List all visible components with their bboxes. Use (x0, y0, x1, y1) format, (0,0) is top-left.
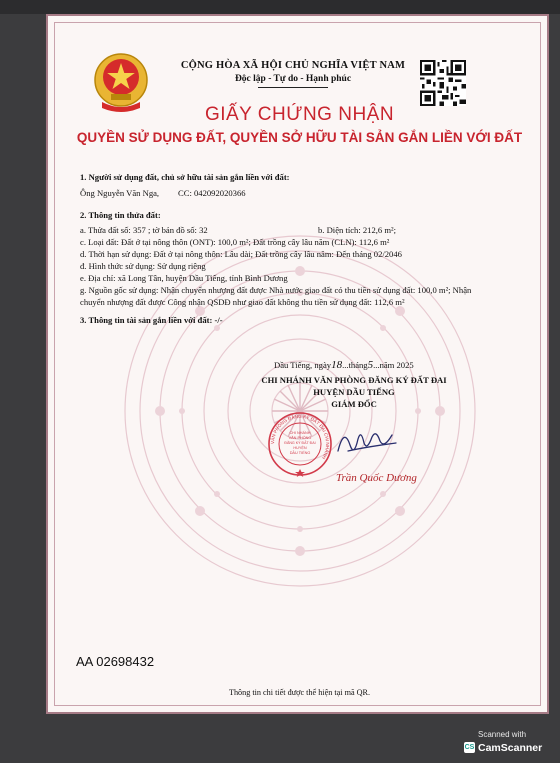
signer-role: GIÁM ĐỐC (331, 399, 377, 409)
parcel-line-g1: g. Nguồn gốc sử dụng: Nhận chuyển nhượng đất được Nhà nước giao đất có thu tiền sử dụng đất: 100,0 m²; Nhận (80, 285, 472, 295)
parcel-line-g2: chuyển nhượng đất được Công nhận QSDĐ như giao đất không thu tiền sử dụng đất: 112,6 m² (80, 297, 405, 307)
stamp-inner-3: ĐĂNG KÝ ĐẤT ĐAI (284, 441, 316, 445)
parcel-line-dd: đ. Hình thức sử dụng: Sử dụng riêng (80, 261, 206, 271)
parcel-line-a: a. Thửa đất số: 357 ; tờ bản đồ số: 32 (80, 225, 208, 235)
stamp-inner-1: CHI NHÁNH (289, 431, 311, 435)
signer-name: Trần Quốc Dương (336, 472, 417, 484)
stamp-inner-4: HUYỆN (293, 446, 307, 450)
serial-number: AA 02698432 (76, 654, 155, 669)
certificate-title: GIẤY CHỨNG NHẬN (204, 104, 395, 125)
camscanner-logo-icon: CS (464, 744, 475, 751)
certificate-subtitle: QUYỀN SỬ DỤNG ĐẤT, QUYỀN SỞ HỮU TÀI SẢN GẮN LIỀN VỚI ĐẤT (76, 130, 523, 145)
date-month-label: tháng (348, 360, 368, 370)
handwritten-signature (334, 421, 400, 465)
date-prefix: Dầu Tiếng, ngày (274, 360, 332, 370)
parcel-area: b. Diện tích: 212,6 m²; (318, 225, 397, 235)
stamp-inner-2: VĂN PHÒNG (288, 436, 312, 440)
date-day: 18 (331, 359, 343, 371)
parcel-line-c: c. Loại đất: Đất ở tại nông thôn (ONT): 100,0 m²; Đất trồng cây lâu năm (CLN): 112,6 m² (80, 237, 390, 247)
motto-underline (258, 87, 328, 88)
top-shadow (0, 0, 560, 14)
certificate-page (46, 14, 549, 714)
stamp-inner-5: DẦU TIẾNG (289, 451, 311, 455)
national-motto: Độc lập - Tự do - Hạnh phúc (234, 74, 352, 84)
parcel-line-d: d. Thời hạn sử dụng: Đất ở tại nông thôn: Lâu dài; Đất trồng cây lâu năm: Đến tháng 02/2046 (80, 249, 402, 259)
parcel-line-e: e. Địa chỉ: xã Long Tân, huyện Dầu Tiếng, tỉnh Bình Dương (80, 273, 288, 283)
section2-heading: 2. Thông tin thửa đất: (80, 210, 161, 220)
qr-footer-note: Thông tin chi tiết được thể hiện tại mã QR. (228, 688, 371, 697)
camscanner-name: CamScanner (478, 742, 543, 754)
office-line1: CHI NHÁNH VĂN PHÒNG ĐĂNG KÝ ĐẤT ĐAI (261, 375, 447, 385)
scanned-with-label: Scanned with (478, 730, 527, 739)
office-line2: HUYỆN DẦU TIẾNG (313, 387, 395, 397)
date-month: 5 (367, 359, 374, 371)
section3-heading: 3. Thông tin tài sản gắn liền với đất: -/- (80, 315, 223, 325)
date-year: năm 2025 (379, 360, 414, 370)
owner-id: CC: 042092020366 (178, 188, 246, 198)
qr-code (420, 60, 466, 106)
stamp-outer-text: VĂN PHÒNG ĐĂNG KÝ ĐẤT ĐAI CHI NHÁNH (269, 413, 331, 461)
signing-date: Dầu Tiếng, ngày18...tháng5...năm 2025 (274, 359, 414, 371)
owner-name: Ông Nguyễn Văn Nga, (80, 188, 160, 198)
camscanner-badge (462, 728, 554, 760)
official-red-stamp (267, 411, 333, 477)
section1-heading: 1. Người sử dụng đất, chủ sở hữu tài sản gắn liền với đất: (80, 172, 290, 182)
nation-heading: CỘNG HÒA XÃ HỘI CHỦ NGHĨA VIỆT NAM (180, 60, 406, 71)
